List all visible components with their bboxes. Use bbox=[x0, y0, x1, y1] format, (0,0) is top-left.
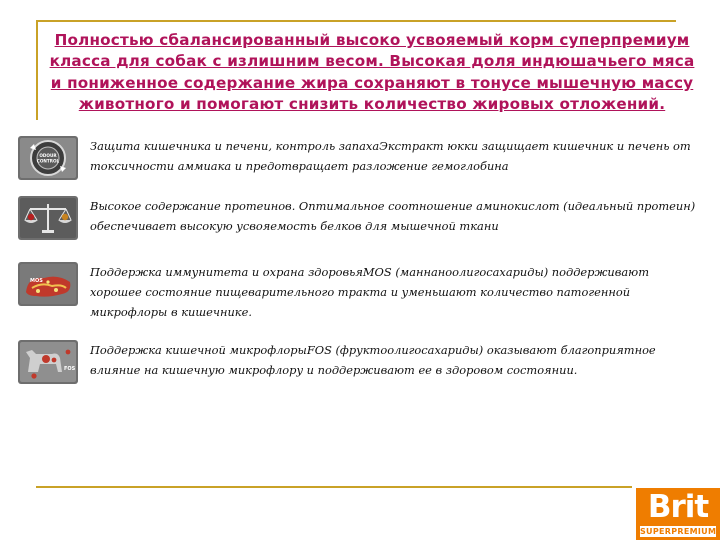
benefit-text: Поддержка кишечной микрофлорыFOS (фруктоолигосахариды) оказывают благоприятное влияние на кишечную микрофлору и поддерживают ее в здоровом состоянии. bbox=[90, 343, 656, 377]
protein-scale-icon bbox=[18, 196, 78, 240]
benefit-text: Поддержка иммунитета и охрана здоровьяMOS (маннаноолигосахариды) поддерживают хорошее состояние пищеварительного тракта и уменьшают количество патогенной микрофлоры в кишечнике. bbox=[90, 265, 649, 319]
mos-immunity-icon bbox=[18, 262, 78, 306]
odour-icon-label-line2: CONTROL bbox=[36, 158, 60, 164]
brit-logo bbox=[636, 488, 720, 540]
logo-brand: Brit bbox=[647, 489, 709, 525]
mos-icon-label: MOS bbox=[30, 278, 43, 284]
frame-bottom-line bbox=[36, 486, 632, 488]
fos-gut-icon bbox=[18, 340, 78, 384]
logo-subtitle: SUPERPREMIUM bbox=[640, 527, 717, 536]
benefit-text: Высокое содержание протеинов. Оптимальное соотношение аминокислот (идеальный протеин) обеспечивает высокую усвояемость белков для мышечной ткани bbox=[90, 199, 696, 233]
odour-icon-label-line1: ODOUR bbox=[39, 153, 57, 158]
benefit-text: Защита кишечника и печени, контроль запахаЭкстракт юкки защищает кишечник и печень от токсичности аммиака и предотвращает разложение гемоглобина bbox=[90, 139, 691, 173]
frame-left-line bbox=[36, 20, 38, 120]
odour-control-icon bbox=[18, 136, 78, 180]
fos-icon-label: FOS bbox=[64, 366, 76, 372]
page-title: Полностью сбалансированный высоко усвояемый корм суперпремиум класса для собак с излишним весом. Высокая доля индюшачьего мяса и пониженное содержание жира сохраняют в тонусе мышечную массу животного и помогают снизить количество жировых отложений. bbox=[49, 31, 695, 114]
frame-top-line bbox=[36, 20, 676, 22]
